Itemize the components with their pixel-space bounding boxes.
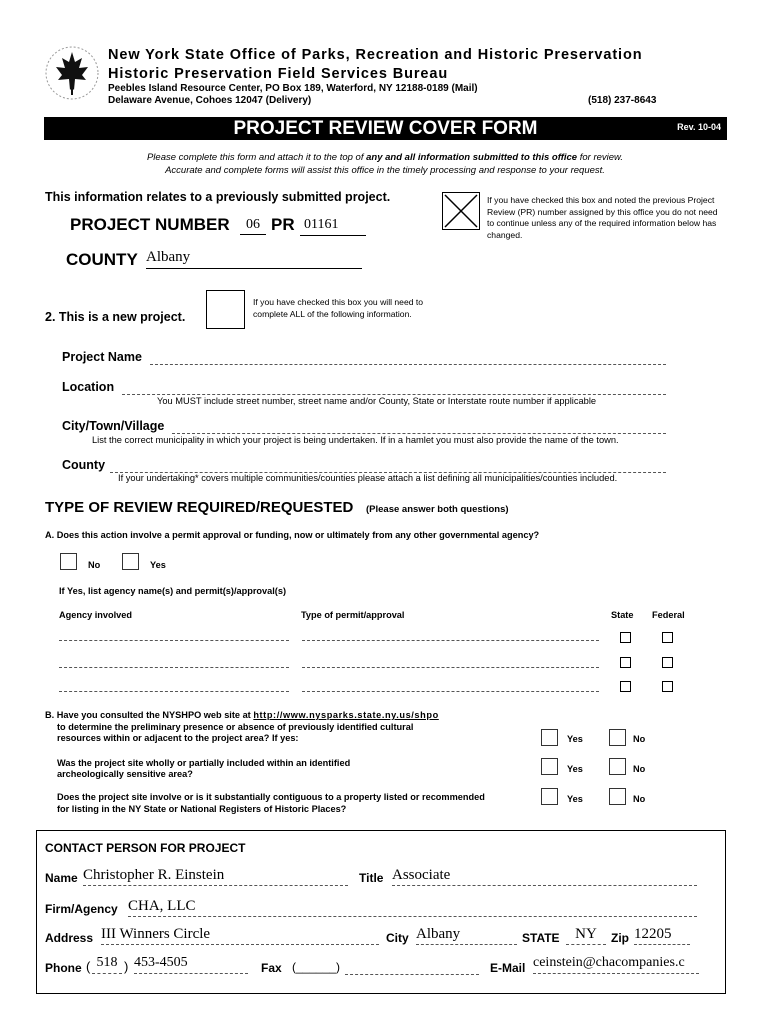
contact-heading: CONTACT PERSON FOR PROJECT [45,841,246,855]
county-hint: If your undertaking* covers multiple communities/counties please attach a list defining all municipalities/counties included. [118,473,618,483]
state-checkbox-3[interactable] [620,681,631,692]
col-federal: Federal [652,610,685,620]
question-b2-line2: archeologically sensitive area? [57,769,193,779]
intro-text-b: for review. [577,152,624,163]
contact-firm-label: Firm/Agency [45,902,118,916]
checked-x-icon [443,193,479,229]
title-bar [44,117,727,140]
bureau-name: Historic Preservation Field Services Bureau [108,66,449,82]
county-field-2[interactable] [110,459,666,473]
state-checkbox-2[interactable] [620,657,631,668]
contact-email-field[interactable]: ceinstein@chacompanies.c [533,955,699,974]
review-heading-note: (Please answer both questions) [366,504,509,515]
project-name-field[interactable] [150,351,666,365]
contact-name-field[interactable]: Christopher R. Einstein [83,867,348,886]
question-b-line1 [45,710,439,720]
contact-address-field[interactable]: III Winners Circle [101,926,379,945]
phone-paren-close: ) [124,959,129,974]
qb3-yes-label: Yes [567,794,583,804]
maple-leaf-icon [44,44,100,102]
intro-text-bold: any and all information submitted to this office [366,152,578,163]
contact-state-field[interactable]: NY [566,926,606,945]
location-field[interactable] [122,381,666,395]
col-agency: Agency involved [59,610,133,620]
office-phone: (518) 237-8643 [588,95,657,106]
contact-zip-field[interactable]: 12205 [634,926,690,945]
intro-line-1 [0,152,770,163]
qb1-yes-label: Yes [567,734,583,744]
federal-checkbox-1[interactable] [662,632,673,643]
qa-yes-checkbox[interactable] [122,553,139,570]
permit-field-2[interactable] [302,655,599,668]
question-b3-line1: Does the project site involve or is it substantially contiguous to a property listed or recommended [57,792,485,802]
qa-yes-label: Yes [150,560,166,570]
qb3-no-checkbox[interactable] [609,788,626,805]
previous-project-checkbox[interactable] [442,192,480,230]
intro-line-2: Accurate and complete forms will assist this office in the timely processing and response to your request. [165,165,605,176]
nyshpo-link[interactable]: http://www.nysparks.state.ny.us/shpo [253,710,439,720]
qb3-no-label: No [633,794,646,804]
form-title: PROJECT REVIEW COVER FORM [233,118,538,139]
qb2-yes-label: Yes [567,764,583,774]
federal-checkbox-2[interactable] [662,657,673,668]
state-checkbox-1[interactable] [620,632,631,643]
question-a: A. Does this action involve a permit approval or funding, now or ultimately from any other governmental agency? [45,530,540,540]
project-number-field[interactable]: 01161 [300,217,366,236]
question-b-line3: resources within or adjacent to the project area? If yes: [57,733,299,743]
mail-address: Peebles Island Resource Center, PO Box 189, Waterford, NY 12188-0189 (Mail) [108,83,478,94]
county-field[interactable]: Albany [146,249,362,269]
review-heading: TYPE OF REVIEW REQUIRED/REQUESTED [45,499,354,516]
question-b2-line1: Was the project site wholly or partially included within an identified [57,758,351,768]
contact-state-label: STATE [522,931,560,945]
new-project-heading: 2. This is a new project. [45,310,186,324]
pr-label: PR [271,215,295,234]
contact-fax-line[interactable] [345,958,479,975]
qb2-yes-checkbox[interactable] [541,758,558,775]
qb-text: B. Have you consulted the NYSHPO web site at [45,710,254,720]
agency-seal [44,44,100,102]
location-label: Location [62,380,115,394]
delivery-address: Delaware Avenue, Cohoes 12047 (Delivery) [108,95,312,106]
contact-fax-label: Fax [261,961,282,975]
question-b-line2: to determine the preliminary presence or absence of previously identified cultural [57,722,414,732]
intro-text-a: Please complete this form and attach it to the top of [146,152,367,163]
new-project-checkbox[interactable] [206,290,245,329]
county-label-2: County [62,458,106,472]
contact-title-label: Title [359,871,384,885]
qa-no-checkbox[interactable] [60,553,77,570]
qb2-no-label: No [633,764,646,774]
qb1-no-checkbox[interactable] [609,729,626,746]
contact-title-field[interactable]: Associate [392,867,697,886]
qb1-no-label: No [633,734,646,744]
contact-name-label: Name [45,871,78,885]
city-label: City/Town/Village [62,419,165,433]
previous-project-heading: This information relates to a previously submitted project. [45,190,391,204]
phone-number[interactable]: 453-4505 [134,955,248,974]
permit-field-3[interactable] [302,679,599,692]
qa-no-label: No [88,560,101,570]
contact-city-field[interactable]: Albany [416,926,517,945]
previous-project-note: If you have checked this box and noted the previous Project Review (PR) number assigned by this office you do not need to continue unless any of the required information below has changed. [487,195,718,240]
contact-address-label: Address [45,931,94,945]
revision-label: Rev. 10-04 [677,122,721,132]
contact-firm-field[interactable]: CHA, LLC [128,898,697,917]
agency-field-1[interactable] [59,628,289,641]
qb2-no-checkbox[interactable] [609,758,626,775]
agency-list-label: If Yes, list agency name(s) and permit(s)/approval(s) [59,586,287,596]
col-permit: Type of permit/approval [301,610,405,620]
agency-field-3[interactable] [59,679,289,692]
col-state: State [611,610,634,620]
city-hint: List the correct municipality in which your project is being undertaken. If in a hamlet you must also provide the name of the town. [92,435,619,445]
contact-city-label: City [386,931,409,945]
project-year-field[interactable]: 06 [240,217,266,235]
contact-zip-label: Zip [611,931,629,945]
contact-phone-label: Phone [45,961,82,975]
phone-paren-open: ( [86,959,91,974]
qb1-yes-checkbox[interactable] [541,729,558,746]
location-hint: You MUST include street number, street name and/or County, State or Interstate route number if applicable [157,396,597,406]
contact-phone-field[interactable] [86,955,250,975]
permit-field-1[interactable] [302,628,599,641]
federal-checkbox-3[interactable] [662,681,673,692]
phone-area-code[interactable]: 518 [92,955,122,974]
agency-name: New York State Office of Parks, Recreation and Historic Preservation [108,47,643,63]
agency-field-2[interactable] [59,655,289,668]
project-number-label: PROJECT NUMBER [70,215,230,234]
contact-email-label: E-Mail [490,961,526,975]
county-label: COUNTY [66,250,138,269]
city-field[interactable] [172,420,666,434]
project-name-label: Project Name [62,350,142,364]
question-b3-line2: for listing in the NY State or National Registers of Historic Places? [57,804,347,814]
qb3-yes-checkbox[interactable] [541,788,558,805]
new-project-note: If you have checked this box you will need to complete ALL of the following information. [253,297,424,319]
contact-fax-field[interactable]: (______) [292,960,341,974]
